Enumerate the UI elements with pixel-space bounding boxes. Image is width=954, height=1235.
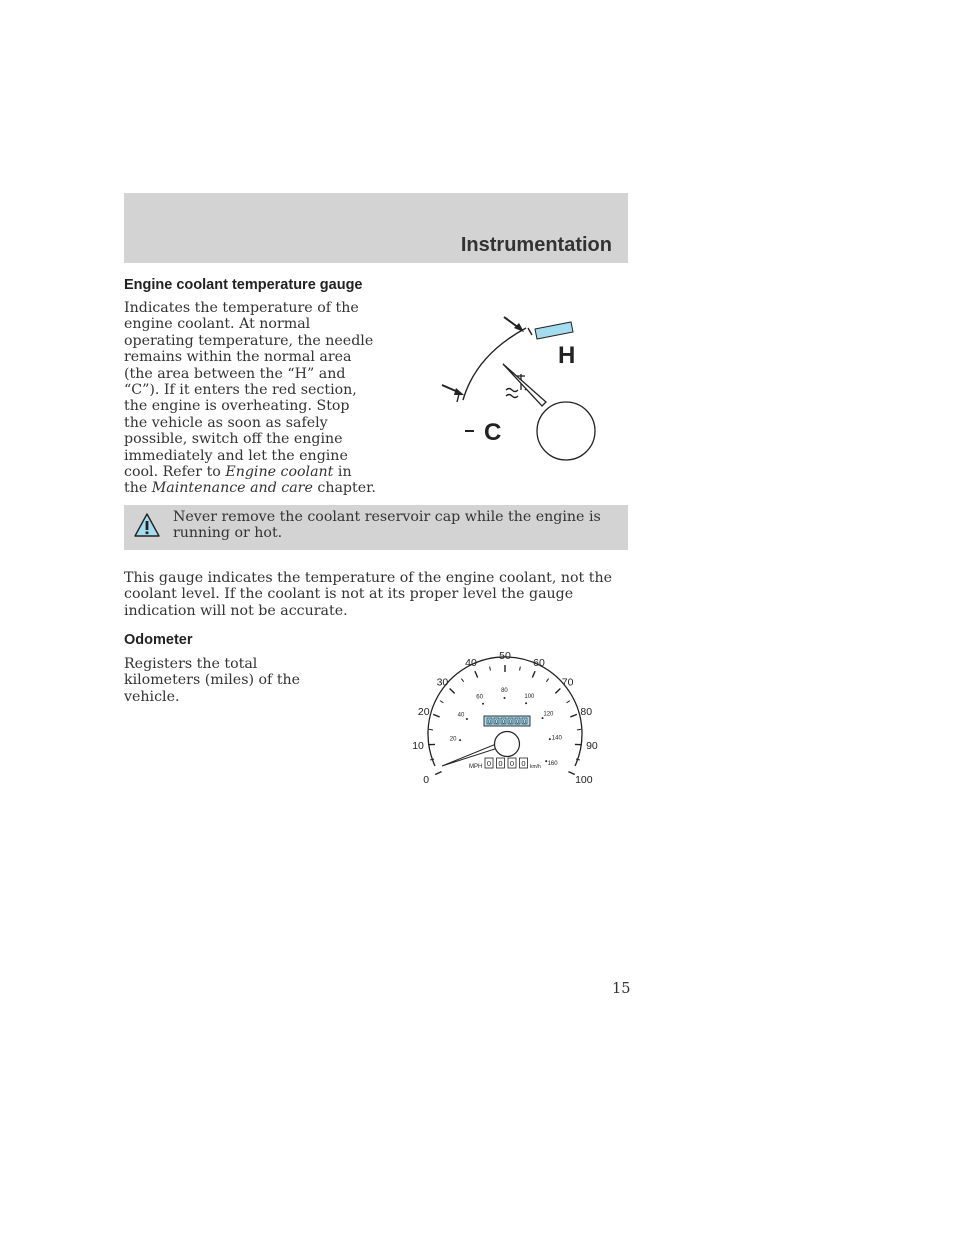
mph-label-0: 0	[423, 773, 430, 786]
mph-label-40: 40	[465, 656, 477, 669]
kmh-label-60: 60	[476, 694, 483, 701]
mph-minor-tick	[490, 667, 491, 671]
kmh-label-20: 20	[449, 736, 457, 743]
page-number: 15	[612, 981, 631, 997]
mph-minor-tick	[461, 679, 463, 682]
mph-label-30: 30	[436, 676, 449, 689]
trip-digit: 0	[486, 759, 492, 768]
trip-digit: 0	[498, 759, 503, 768]
odometer-digit: 0	[508, 719, 513, 726]
mph-tick	[475, 671, 478, 677]
coolant-gauge-description	[124, 300, 376, 497]
kmh-dot	[503, 697, 505, 699]
odometer-digit: 0	[494, 719, 499, 726]
maintenance-chapter-reference: Maintenance and care	[151, 480, 313, 497]
warning-text: Never remove the coolant reservoir cap while the engine is running or hot.	[173, 509, 601, 542]
trip-odometer-display	[485, 758, 528, 768]
mph-label-90: 90	[586, 740, 598, 753]
odometer-description: Registers the total kilometers (miles) of the vehicle.	[124, 656, 301, 705]
mph-minor-tick	[440, 701, 443, 703]
trip-digit: 0	[509, 759, 515, 768]
mph-tick	[532, 671, 535, 677]
hot-label: H	[558, 342, 576, 369]
odometer-display	[484, 716, 530, 726]
mph-label-70: 70	[561, 676, 574, 689]
cold-label: C	[484, 419, 502, 446]
trip-digit: 0	[521, 759, 526, 768]
odometer-digit: 0	[515, 719, 520, 726]
cold-arrow-icon	[442, 385, 464, 395]
mph-unit-label: MPH	[469, 764, 483, 770]
engine-coolant-reference: Engine coolant	[225, 464, 334, 481]
hot-arrow-icon	[504, 317, 524, 332]
kmh-dot	[525, 702, 527, 704]
mph-tick	[433, 714, 440, 717]
mph-minor-tick	[520, 667, 521, 671]
warning-triangle-icon	[134, 512, 160, 538]
mph-minor-tick	[576, 759, 580, 760]
kmh-label-40: 40	[457, 712, 465, 719]
kmh-label-160: 160	[547, 760, 558, 767]
mph-minor-tick	[577, 729, 581, 730]
mph-tick	[568, 772, 574, 775]
kmh-label-80: 80	[501, 688, 508, 695]
section-header-band	[124, 193, 628, 263]
mph-label-20: 20	[417, 705, 430, 718]
odometer-digit: 0	[501, 719, 506, 726]
warning-box	[124, 505, 628, 550]
gauge-pivot	[537, 402, 595, 460]
mph-tick	[435, 772, 441, 775]
kmh-label-140: 140	[551, 735, 562, 742]
gauge-needle	[503, 364, 546, 406]
mph-label-10: 10	[412, 740, 424, 753]
coolant-level-note: This gauge indicates the temperature of the engine coolant, not the coolant level. If the coolant is not at its proper level the gauge indication will not be accurate.	[124, 570, 612, 619]
mph-minor-tick	[430, 759, 434, 760]
mph-minor-tick	[567, 701, 570, 703]
kmh-dot	[549, 738, 551, 740]
mph-minor-tick	[429, 729, 433, 730]
mph-label-50: 50	[499, 650, 511, 662]
speedometer-pivot	[495, 732, 520, 757]
kmh-label-120: 120	[543, 711, 554, 718]
odometer-digit: 0	[522, 719, 527, 726]
mph-label-100: 100	[575, 773, 593, 786]
coolant-desc-text-a: Indicates the temperature of the engine coolant. At normal operating temperature, the needle remains within the normal area (the area between the “H” and “C”). If it enters the red section, the engine is overheating. Stop the vehicle as soon as safely possible, switch off the engine immediately and let the engine cool. Refer to	[124, 300, 374, 481]
kmh-dot	[459, 739, 461, 741]
coolant-desc-text-b: in the	[124, 464, 352, 497]
kmh-dot	[466, 718, 468, 720]
kmh-dot	[545, 760, 547, 762]
mph-minor-tick	[546, 679, 548, 682]
coolant-gauge-heading: Engine coolant temperature gauge	[124, 277, 363, 293]
kmh-dot	[482, 703, 484, 705]
mph-tick	[570, 714, 577, 717]
odometer-digit: 0	[487, 719, 492, 726]
mph-tick	[555, 689, 560, 694]
hot-zone-indicator	[535, 322, 573, 339]
mph-label-80: 80	[580, 705, 593, 718]
kmh-unit-label: km/h	[530, 764, 541, 770]
mph-tick	[450, 689, 455, 694]
coolant-desc-text-c: chapter.	[312, 480, 376, 497]
section-title: Instrumentation	[460, 234, 612, 256]
kmh-label-100: 100	[524, 694, 535, 701]
mph-label-60: 60	[533, 656, 545, 669]
odometer-heading: Odometer	[124, 632, 193, 648]
speedometer-illustration	[412, 650, 604, 786]
kmh-dot	[542, 717, 544, 719]
coolant-gauge-illustration	[436, 310, 606, 468]
